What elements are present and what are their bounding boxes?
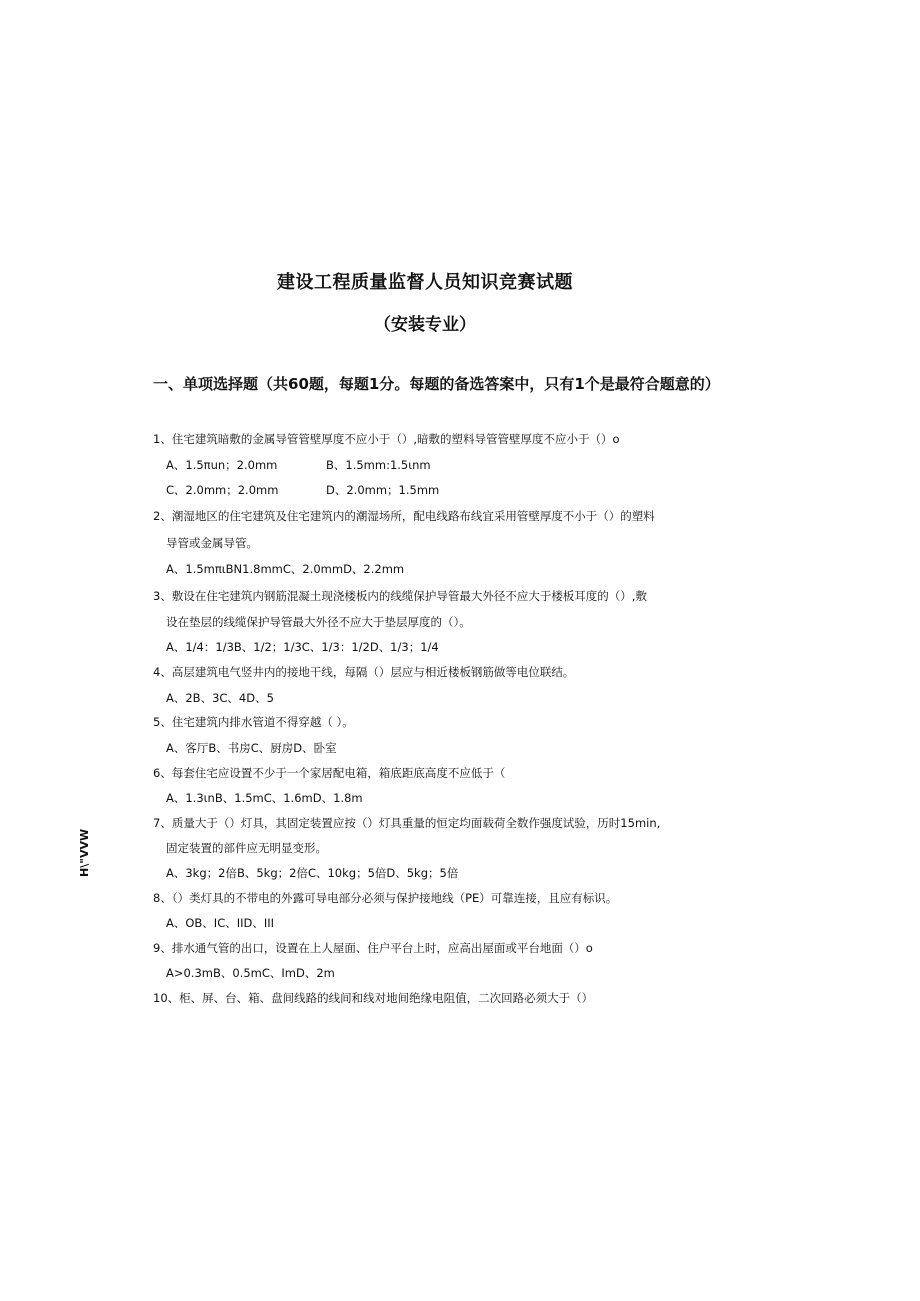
section-heading: 一、单项选择题（共60题，每题1分。每题的备选答案中，只有1个是最符合题意的） xyxy=(153,375,720,393)
question-1-option-b: B、1.5mm:1.5ιnm xyxy=(326,458,431,472)
question-3-continued: 设在垫层的线缆保护导管最大外径不应大于垫层厚度的（）。 xyxy=(166,615,471,629)
question-7-options: A、3kg；2倍B、5kg；2倍C、10kg；5倍D、5kg；5倍 xyxy=(166,866,459,880)
question-3: 3、敷设在住宅建筑内钢筋混凝土现浇楼板内的线缆保护导管最大外径不应大于楼板耳度的（）,敷 xyxy=(153,589,647,603)
question-9: 9、排水通气管的出口，设置在上人屋面、住户平台上时，应高出屋面或平台地面（）o xyxy=(153,941,593,955)
question-4-options: A、2B、3C、4D、5 xyxy=(166,691,274,705)
question-9-options: A>0.3mB、0.5mC、ImD、2m xyxy=(166,966,335,980)
document-subtitle: （安装专业） xyxy=(374,315,476,335)
question-3-options: A、1/4：1/3B、1/2；1/3C、1/3：1/2D、1/3；1/4 xyxy=(166,640,439,654)
question-1-option-d: D、2.0mm；1.5mm xyxy=(326,483,440,497)
question-8-options: A、OB、IC、IID、III xyxy=(166,916,275,930)
margin-mark: H\"VVW xyxy=(78,828,91,878)
question-1-option-c: C、2.0mm；2.0mm xyxy=(166,483,279,497)
question-2-options: A、1.5mπιBN1.8mmC、2.0mmD、2.2mm xyxy=(166,562,405,576)
question-5-options: A、客厅B、书房C、厨房D、卧室 xyxy=(166,741,337,755)
question-8: 8、（）类灯具的不带电的外露可导电部分必须与保护接地线（PE）可靠连接，且应有标识。 xyxy=(153,891,618,905)
document-title: 建设工程质量监督人员知识竞赛试题 xyxy=(277,272,573,293)
question-4: 4、高层建筑电气竖井内的接地干线，每隔（）层应与相近楼板钢筋做等电位联结。 xyxy=(153,665,575,679)
question-1-option-a: A、1.5πun；2.0mm xyxy=(166,458,278,472)
question-5: 5、住宅建筑内排水管道不得穿越（ ）。 xyxy=(153,715,354,729)
question-2: 2、潮湿地区的住宅建筑及住宅建筑内的潮湿场所，配电线路布线宜采用管壁厚度不小于（）的塑料 xyxy=(153,509,655,523)
question-7: 7、质量大于（）灯具，其固定装置应按（）灯具重量的恒定均面载荷全数作强度试验，历时15min, xyxy=(153,816,661,830)
question-10: 10、柜、屏、台、箱、盘间线路的线间和线对地间绝缘电阻值，二次回路必须大于（） xyxy=(153,991,594,1005)
question-6: 6、每套住宅应设置不少于一个家居配电箱，箱底距底高度不应低于（ xyxy=(153,766,506,780)
question-6-options: A、1.3ιnB、1.5mC、1.6mD、1.8m xyxy=(166,791,363,805)
question-1: 1、住宅建筑暗敷的金属导管管壁厚度不应小于（）,暗敷的塑料导管管壁厚度不应小于（）o xyxy=(153,432,620,446)
question-7-continued: 固定装置的部件应无明显变形。 xyxy=(166,841,327,855)
question-2-continued: 导管或金属导管。 xyxy=(166,536,258,550)
